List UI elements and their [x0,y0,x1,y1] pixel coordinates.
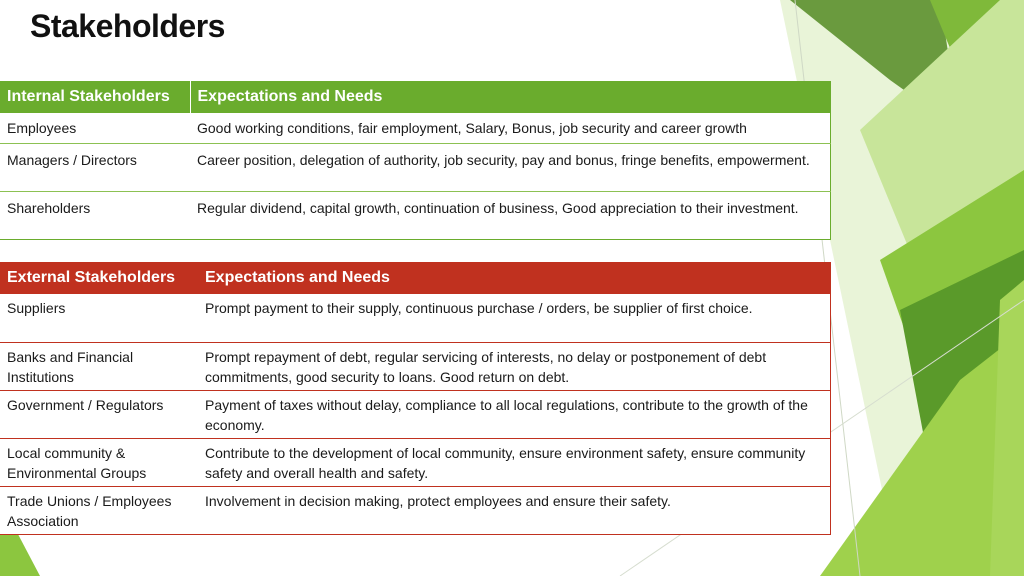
table-row [0,486,831,534]
internal-header-expectations: Expectations and Needs [197,88,383,105]
table-row [0,143,831,191]
stakeholder-expectations: Payment of taxes without delay, compliance to all local regulations, contribute to the growth of the economy. [198,390,831,438]
stakeholder-name: Employees [0,113,190,143]
external-header-stakeholder: External Stakeholders [7,269,176,286]
stakeholder-name: Trade Unions / Employees Association [0,486,198,534]
external-header-row [0,262,831,294]
stakeholder-expectations: Prompt payment to their supply, continuous purchase / orders, be supplier of first choice. [198,294,831,342]
table-row [0,342,831,390]
internal-header-row [0,81,831,113]
stakeholder-name: Government / Regulators [0,390,198,438]
stakeholder-name: Managers / Directors [0,143,190,191]
external-header-expectations: Expectations and Needs [205,269,390,286]
stakeholder-name: Local community & Environmental Groups [0,438,198,486]
stakeholder-expectations: Career position, delegation of authority, job security, pay and bonus, fringe benefits, empowerment. [190,143,831,191]
stakeholder-expectations: Good working conditions, fair employment, Salary, Bonus, job security and career growth [190,113,831,143]
stakeholder-expectations: Prompt repayment of debt, regular servicing of interests, no delay or postponement of debt commitments, good security to loans. Good return on debt. [198,342,831,390]
stakeholder-name: Suppliers [0,294,198,342]
table-row [0,113,831,143]
table-row [0,438,831,486]
stakeholder-expectations: Regular dividend, capital growth, continuation of business, Good appreciation to their investment. [190,191,831,239]
stakeholder-expectations: Contribute to the development of local community, ensure environment safety, ensure community safety and overall health and safety. [198,438,831,486]
table-row [0,191,831,239]
internal-header-stakeholder: Internal Stakeholders [0,81,190,113]
table-row [0,390,831,438]
table-row [0,294,831,342]
stakeholder-name: Shareholders [0,191,190,239]
stakeholder-name: Banks and Financial Institutions [0,342,198,390]
external-stakeholders-table [0,262,831,535]
slide-title: Stakeholders [30,8,225,44]
internal-stakeholders-table [0,81,831,240]
stakeholder-expectations: Involvement in decision making, protect employees and ensure their safety. [198,486,831,534]
